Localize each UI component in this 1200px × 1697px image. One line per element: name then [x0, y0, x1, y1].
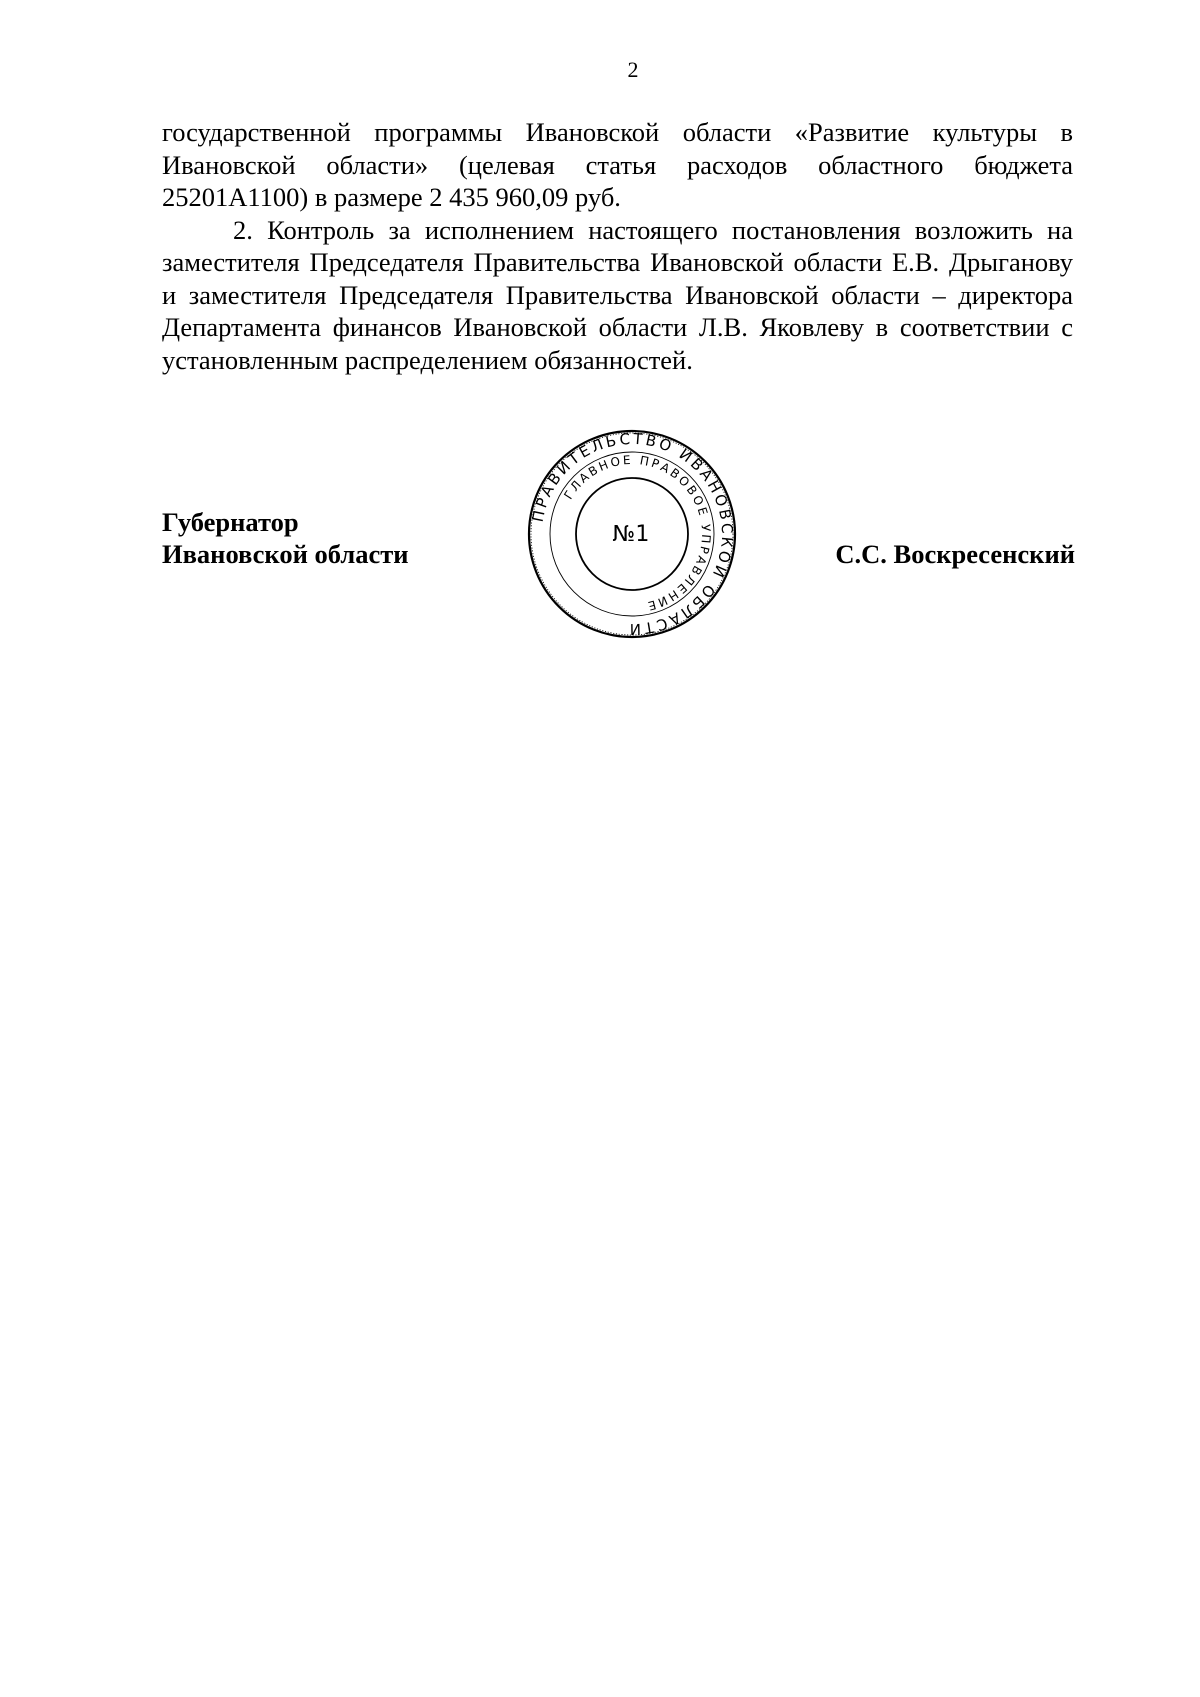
paragraph-2: 2. Контроль за исполнением настоящего постановления возложить на заместителя Председателя Правительства Ивановской области Е.В. Дрыганову и заместителя Председателя Правительства Ивановской области – директора Департамента финансов Ивановской области Л.В. Яковлеву в соответствии с установленным распределением обязанностей. — [162, 214, 1073, 375]
signatory-position-line1: Губернатор — [162, 507, 299, 537]
stamp-outer-text: ПРАВИТЕЛЬСТВО ИВАНОВСКОЙ ОБЛАСТИ — [528, 429, 737, 639]
signatory-position-line2: Ивановской области — [162, 539, 409, 569]
stamp-inner-text: ГЛАВНОЕ ПРАВОВОЕ УПРАВЛЕНИЕ — [561, 452, 714, 614]
document-body — [162, 116, 1073, 376]
stamp-center-number: №1 — [612, 522, 650, 547]
signatory-position — [162, 506, 409, 570]
paragraph-continuation: государственной программы Ивановской области «Развитие культуры в Ивановской области» (целевая статья расходов областного бюджета 25201A1100) в размере 2 435 960,09 руб. — [162, 117, 1073, 212]
stamp-seal-graphic — [527, 428, 737, 640]
official-stamp — [527, 428, 737, 640]
page-number: 2 — [627, 57, 639, 82]
signatory-name: С.С. Воскресенский — [835, 539, 1075, 569]
